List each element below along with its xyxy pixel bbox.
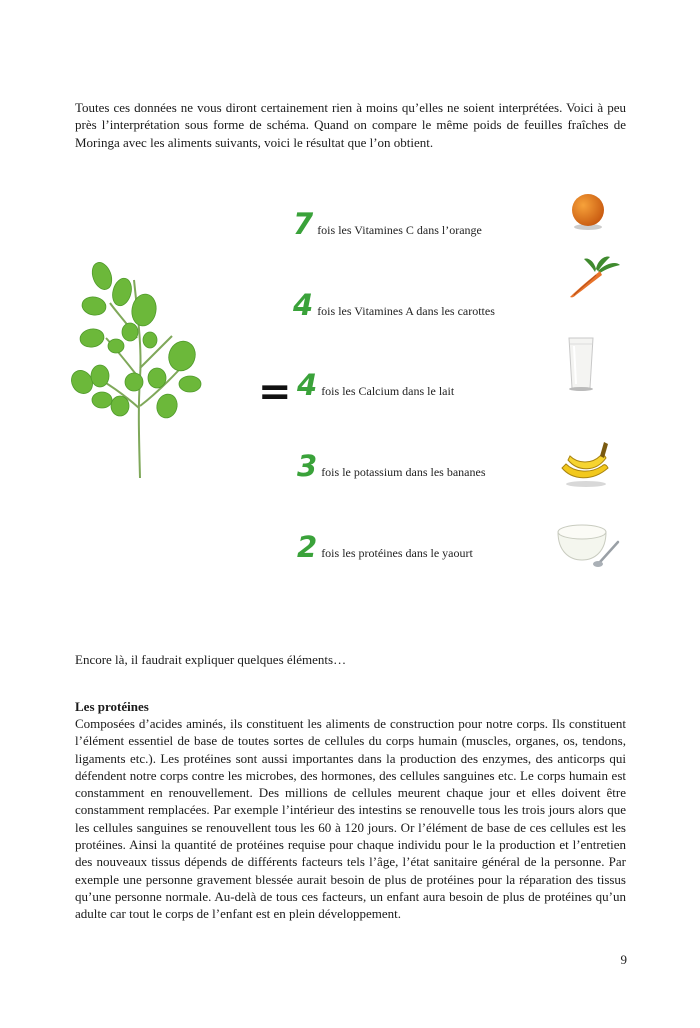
milk-glass-icon [566, 336, 596, 392]
comparison-number: 2 [297, 530, 318, 564]
comparison-text: fois le potassium dans les bananes [321, 465, 486, 479]
intro-paragraph: Toutes ces données ne vous diront certainement rien à moins qu’elles ne soient interprétées. Voici à peu près l’interprétation sous forme de schéma. Quand on compare le même poids de feuilles fraîches de Moringa avec les aliments suivants, voici le résultat que l’on obtient. [75, 100, 626, 150]
banana-icon [558, 438, 612, 488]
comparison-row-carrot [293, 288, 495, 322]
comparison-row-milk [297, 368, 455, 402]
yogurt-bowl-icon [556, 518, 622, 570]
comparison-row-orange [293, 207, 482, 241]
proteins-paragraph: Composées d’acides aminés, ils constituent les aliments de construction pour notre corps. Ils constituent l’élément essentiel de base de toutes sortes de cellules du corps humain (muscles, organes, os, tendons, ligaments etc.). Les protéines sont aussi importantes dans la production des enzymes, des anticorps qui défendent notre corps contre les microbes, des hormones, des cellules sanguines etc. Le corps humain est constamment en renouvellement. Des millions de cellules meurent chaque jour et elles doivent être constamment remplacées. Par exemple l’intérieur des intestins se renouvelle tous les trois jours alors que les cellules sanguines se renouvellent tous les 60 à 120 jours. Or l’élément de base de ces cellules est les protéines. Ainsi la quantité de protéines requise pour chaque individu pour le la production et l’entretien des nouveaux tissus dépends de différents facteurs tels l’âge, l’état sanitaire général de la personne. Par exemple une personne gravement blessée aurait besoin de plus de protéines pour la réparation des tissus qu’une personne normale. Au-delà de tous ces facteurs, un enfant aura besoin de plus de protéines qu’un adulte car tout le corps de l’enfant est en plein développement. [75, 716, 626, 922]
section-heading-proteins: Les protéines [75, 699, 149, 714]
comparison-number: 4 [297, 368, 318, 402]
comparison-number: 3 [297, 449, 318, 483]
comparison-text: fois les Calcium dans le lait [321, 384, 455, 398]
page-number: 9 [620, 952, 627, 967]
carrot-icon [566, 253, 622, 299]
transition-paragraph: Encore là, il faudrait expliquer quelques éléments… [75, 652, 347, 667]
comparison-text: fois les Vitamines A dans les carottes [317, 304, 495, 318]
comparison-text: fois les protéines dans le yaourt [321, 546, 473, 560]
comparison-number: 7 [293, 207, 314, 241]
moringa-leaf-image [72, 258, 212, 480]
comparison-text: fois les Vitamines C dans l’orange [317, 223, 482, 237]
orange-icon [568, 190, 608, 230]
comparison-row-banana [297, 449, 486, 483]
comparison-number: 4 [293, 288, 314, 322]
equals-sign: = [258, 369, 292, 415]
comparison-row-yogurt [297, 530, 473, 564]
